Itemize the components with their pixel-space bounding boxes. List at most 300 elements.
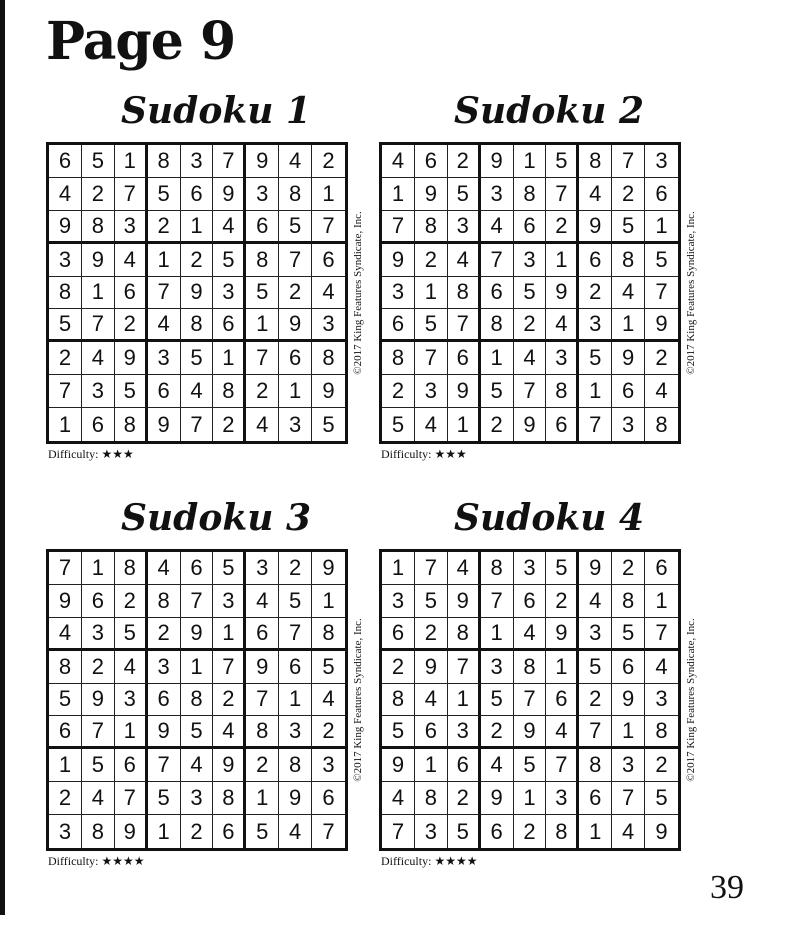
sudoku-cell: 4 (645, 375, 678, 408)
sudoku-cell: 4 (448, 244, 481, 277)
sudoku-cell: 6 (546, 408, 579, 441)
sudoku-cell: 4 (213, 211, 246, 244)
sudoku-cell: 2 (448, 782, 481, 815)
sudoku-cell: 6 (148, 375, 181, 408)
sudoku-cell: 7 (546, 749, 579, 782)
sudoku-cell: 7 (579, 408, 612, 441)
sudoku-cell: 4 (579, 178, 612, 211)
sudoku-cell: 2 (213, 408, 246, 441)
sudoku-cell: 1 (312, 585, 345, 618)
sudoku-cell: 5 (645, 244, 678, 277)
sudoku-cell: 4 (514, 618, 547, 651)
sudoku-cell: 1 (514, 145, 547, 178)
sudoku-cell: 2 (82, 651, 115, 684)
sudoku-cell: 7 (382, 815, 415, 848)
sudoku-cell: 4 (546, 716, 579, 749)
sudoku-cell: 2 (514, 815, 547, 848)
sudoku-cell: 1 (382, 552, 415, 585)
sudoku-cell: 2 (49, 342, 82, 375)
sudoku-cell: 8 (49, 651, 82, 684)
sudoku-cell: 8 (415, 782, 448, 815)
sudoku-cell: 6 (481, 815, 514, 848)
sudoku-cell: 5 (546, 145, 579, 178)
sudoku-cell: 2 (148, 618, 181, 651)
sudoku-cell: 6 (481, 277, 514, 310)
sudoku-cell: 9 (546, 618, 579, 651)
sudoku-cell: 1 (612, 309, 645, 342)
sudoku-cell: 5 (322, 411, 335, 437)
sudoku-cell: 3 (415, 375, 448, 408)
sudoku-cell: 5 (382, 408, 415, 441)
sudoku-cell: 4 (82, 782, 115, 815)
sudoku-cell: 1 (213, 618, 246, 651)
sudoku-cell: 8 (82, 211, 115, 244)
sudoku-cell: 5 (312, 651, 345, 684)
sudoku-cell: 9 (481, 782, 514, 815)
sudoku-cell: 9 (579, 211, 612, 244)
page-left-rule (0, 0, 5, 915)
sudoku-cell: 3 (514, 244, 547, 277)
sudoku-cell: 4 (481, 211, 514, 244)
sudoku-cell: 1 (546, 244, 579, 277)
sudoku-cell: 4 (481, 749, 514, 782)
sudoku-cell: 8 (382, 684, 415, 717)
sudoku-cell: 1 (415, 277, 448, 310)
sudoku-cell: 6 (514, 211, 547, 244)
sudoku-cell: 1 (279, 684, 312, 717)
sudoku-cell: 6 (448, 749, 481, 782)
sudoku-cell: 7 (382, 211, 415, 244)
sudoku-cell: 3 (246, 178, 279, 211)
sudoku-cell: 1 (213, 342, 246, 375)
sudoku-cell: 7 (246, 342, 279, 375)
sudoku-cell: 7 (514, 684, 547, 717)
sudoku-cell: 6 (49, 716, 82, 749)
sudoku-cell: 4 (115, 651, 148, 684)
sudoku-cell: 8 (82, 815, 115, 848)
sudoku-cell: 7 (148, 749, 181, 782)
sudoku-cell: 2 (481, 716, 514, 749)
sudoku-cell: 7 (612, 782, 645, 815)
sudoku-cell: 3 (213, 277, 246, 310)
sudoku-cell: 4 (612, 815, 645, 848)
sudoku-cell: 8 (148, 585, 181, 618)
sudoku-cell: 2 (246, 375, 279, 408)
sudoku-cell: 1 (645, 585, 678, 618)
sudoku-cell: 9 (115, 815, 148, 848)
sudoku-cell: 9 (579, 552, 612, 585)
sudoku-cell: 6 (246, 211, 279, 244)
sudoku-cell: 2 (312, 716, 345, 749)
puzzle-title: Sudoku 4 (453, 497, 645, 539)
sudoku-cell: 1 (579, 815, 612, 848)
sudoku-cell: 3 (115, 684, 148, 717)
sudoku-cell: 7 (213, 145, 246, 178)
sudoku-cell: 7 (645, 277, 678, 310)
sudoku-cell: 3 (382, 277, 415, 310)
sudoku-cell: 4 (82, 342, 115, 375)
sudoku-cell: 4 (181, 749, 214, 782)
sudoku-cell: 4 (514, 342, 547, 375)
sudoku-cell: 2 (279, 552, 312, 585)
sudoku-cell: 7 (322, 818, 335, 844)
sudoku-cell: 7 (481, 585, 514, 618)
sudoku-cell: 1 (312, 178, 345, 211)
sudoku-cell: 4 (546, 309, 579, 342)
sudoku-cell: 8 (312, 618, 345, 651)
sudoku-cell: 8 (213, 375, 246, 408)
sudoku-cell: 2 (645, 749, 678, 782)
sudoku-cell: 2 (382, 651, 415, 684)
sudoku-cell: 2 (579, 277, 612, 310)
sudoku-cell: 8 (645, 716, 678, 749)
sudoku-cell: 4 (49, 178, 82, 211)
sudoku-cell: 2 (181, 244, 214, 277)
sudoku-cell: 3 (279, 716, 312, 749)
sudoku-cell: 5 (148, 178, 181, 211)
sudoku-cell: 6 (579, 244, 612, 277)
sudoku-cell: 1 (481, 618, 514, 651)
copyright-notice: ©2017 King Features Syndicate, Inc. (685, 618, 697, 782)
sudoku-grid (379, 549, 681, 851)
sudoku-cell: 2 (415, 618, 448, 651)
copyright-notice: ©2017 King Features Syndicate, Inc. (352, 211, 364, 375)
sudoku-cell: 7 (49, 552, 82, 585)
sudoku-cell: 6 (181, 552, 214, 585)
sudoku-cell: 1 (181, 651, 214, 684)
sudoku-cell: 1 (546, 651, 579, 684)
sudoku-cell: 2 (181, 815, 214, 848)
sudoku-cell: 6 (514, 585, 547, 618)
sudoku-cell: 4 (415, 684, 448, 717)
sudoku-cell: 5 (579, 342, 612, 375)
sudoku-cell: 6 (181, 178, 214, 211)
sudoku-cell: 9 (246, 145, 279, 178)
sudoku-cell: 8 (655, 411, 668, 437)
sudoku-cell: 1 (82, 277, 115, 310)
sudoku-cell: 6 (115, 277, 148, 310)
sudoku-cell: 7 (645, 618, 678, 651)
sudoku-cell: 9 (213, 178, 246, 211)
sudoku-cell: 4 (645, 651, 678, 684)
sudoku-cell: 5 (612, 211, 645, 244)
sudoku-cell: 2 (514, 309, 547, 342)
sudoku-cell: 6 (213, 815, 246, 848)
sudoku-cell: 5 (612, 618, 645, 651)
sudoku-cell: 1 (115, 145, 148, 178)
sudoku-cell: 3 (148, 651, 181, 684)
sudoku-cell: 6 (312, 782, 345, 815)
sudoku-cell: 3 (481, 178, 514, 211)
sudoku-cell: 6 (82, 408, 115, 441)
sudoku-cell: 6 (612, 651, 645, 684)
sudoku-grid (379, 142, 681, 444)
sudoku-cell: 4 (181, 375, 214, 408)
sudoku-cell: 2 (612, 178, 645, 211)
sudoku-cell: 7 (448, 651, 481, 684)
sudoku-cell: 6 (612, 375, 645, 408)
sudoku-cell: 7 (514, 375, 547, 408)
sudoku-cell: 9 (546, 277, 579, 310)
sudoku-cell: 5 (546, 552, 579, 585)
sudoku-cell: 6 (415, 145, 448, 178)
sudoku-cell: 5 (246, 815, 279, 848)
sudoku-cell: 3 (49, 815, 82, 848)
sudoku-cell: 8 (246, 244, 279, 277)
sudoku-cell: 3 (612, 749, 645, 782)
sudoku-cell: 5 (82, 749, 115, 782)
sudoku-cell: 5 (49, 684, 82, 717)
sudoku-cell: 4 (148, 552, 181, 585)
sudoku-cell: 9 (312, 375, 345, 408)
sudoku-cell: 7 (312, 211, 345, 244)
sudoku-cell: 6 (415, 716, 448, 749)
puzzle-title: Sudoku 1 (120, 90, 312, 132)
sudoku-cell: 4 (246, 408, 279, 441)
sudoku-cell: 9 (481, 145, 514, 178)
sudoku-cell: 2 (645, 342, 678, 375)
sudoku-cell: 8 (546, 375, 579, 408)
sudoku-cell: 4 (312, 277, 345, 310)
sudoku-cell: 4 (213, 716, 246, 749)
sudoku-cell: 9 (49, 585, 82, 618)
difficulty-rating: Difficulty: ★★★★ (381, 854, 478, 868)
sudoku-cell: 7 (82, 716, 115, 749)
sudoku-cell: 7 (82, 309, 115, 342)
sudoku-cell: 2 (612, 552, 645, 585)
sudoku-cell: 3 (312, 749, 345, 782)
sudoku-cell: 3 (279, 408, 312, 441)
sudoku-cell: 9 (612, 342, 645, 375)
sudoku-cell: 1 (514, 782, 547, 815)
sudoku-cell: 3 (645, 684, 678, 717)
sudoku-cell: 5 (115, 618, 148, 651)
sudoku-cell: 9 (645, 309, 678, 342)
sudoku-cell: 2 (415, 244, 448, 277)
sudoku-cell: 6 (279, 342, 312, 375)
sudoku-puzzle-2 (379, 86, 719, 466)
sudoku-cell: 6 (148, 684, 181, 717)
sudoku-cell: 9 (448, 585, 481, 618)
sudoku-cell: 8 (115, 552, 148, 585)
sudoku-cell: 1 (148, 244, 181, 277)
sudoku-cell: 6 (645, 178, 678, 211)
sudoku-cell: 9 (415, 178, 448, 211)
sudoku-cell: 1 (382, 178, 415, 211)
sudoku-cell: 7 (415, 552, 448, 585)
sudoku-cell: 8 (312, 342, 345, 375)
sudoku-cell: 5 (481, 684, 514, 717)
sudoku-cell: 9 (655, 818, 668, 844)
sudoku-cell: 9 (49, 211, 82, 244)
sudoku-cell: 2 (481, 408, 514, 441)
sudoku-cell: 9 (312, 552, 345, 585)
sudoku-cell: 3 (49, 244, 82, 277)
sudoku-cell: 5 (448, 178, 481, 211)
sudoku-cell: 8 (612, 244, 645, 277)
sudoku-cell: 1 (415, 749, 448, 782)
sudoku-cell: 8 (579, 145, 612, 178)
sudoku-cell: 1 (448, 408, 481, 441)
sudoku-cell: 8 (546, 815, 579, 848)
sudoku-cell: 7 (612, 145, 645, 178)
sudoku-cell: 3 (546, 782, 579, 815)
sudoku-cell: 5 (213, 244, 246, 277)
sudoku-cell: 1 (82, 552, 115, 585)
sudoku-cell: 8 (514, 178, 547, 211)
sudoku-cell: 4 (115, 244, 148, 277)
sudoku-cell: 5 (481, 375, 514, 408)
sudoku-cell: 8 (448, 618, 481, 651)
sudoku-cell: 8 (213, 782, 246, 815)
sudoku-cell: 5 (181, 342, 214, 375)
sudoku-cell: 2 (49, 782, 82, 815)
sudoku-cell: 1 (448, 684, 481, 717)
sudoku-cell: 6 (645, 552, 678, 585)
sudoku-cell: 6 (382, 618, 415, 651)
sudoku-cell: 5 (415, 585, 448, 618)
sudoku-cell: 1 (246, 782, 279, 815)
sudoku-cell: 8 (148, 145, 181, 178)
sudoku-cell: 6 (279, 651, 312, 684)
sudoku-cell: 4 (579, 585, 612, 618)
sudoku-cell: 3 (481, 651, 514, 684)
sudoku-cell: 2 (82, 178, 115, 211)
sudoku-cell: 7 (279, 618, 312, 651)
sudoku-cell: 2 (246, 749, 279, 782)
sudoku-cell: 3 (82, 618, 115, 651)
sudoku-cell: 9 (448, 375, 481, 408)
sudoku-cell: 4 (382, 782, 415, 815)
sudoku-cell: 1 (612, 716, 645, 749)
sudoku-cell: 2 (115, 585, 148, 618)
sudoku-cell: 5 (115, 375, 148, 408)
sudoku-cell: 2 (546, 585, 579, 618)
sudoku-cell: 3 (382, 585, 415, 618)
sudoku-cell: 8 (481, 309, 514, 342)
sudoku-cell: 5 (279, 585, 312, 618)
sudoku-cell: 8 (115, 408, 148, 441)
puzzle-title: Sudoku 3 (120, 497, 312, 539)
sudoku-cell: 5 (382, 716, 415, 749)
sudoku-cell: 8 (514, 651, 547, 684)
sudoku-cell: 4 (246, 585, 279, 618)
sudoku-cell: 7 (115, 178, 148, 211)
sudoku-cell: 9 (279, 782, 312, 815)
sudoku-cell: 8 (448, 277, 481, 310)
puzzle-title: Sudoku 2 (453, 90, 645, 132)
sudoku-cell: 3 (645, 145, 678, 178)
copyright-notice: ©2017 King Features Syndicate, Inc. (685, 211, 697, 375)
sudoku-cell: 7 (115, 782, 148, 815)
sudoku-cell: 5 (448, 815, 481, 848)
sudoku-cell: 9 (181, 277, 214, 310)
sudoku-cell: 9 (382, 244, 415, 277)
sudoku-cell: 8 (181, 309, 214, 342)
sudoku-cell: 3 (115, 211, 148, 244)
sudoku-cell: 5 (645, 782, 678, 815)
sudoku-grid (46, 142, 348, 444)
sudoku-cell: 7 (546, 178, 579, 211)
sudoku-cell: 1 (148, 815, 181, 848)
sudoku-cell: 8 (49, 277, 82, 310)
page-title: Page 9 (46, 11, 236, 72)
sudoku-cell: 5 (49, 309, 82, 342)
sudoku-cell: 3 (448, 716, 481, 749)
sudoku-cell: 1 (645, 211, 678, 244)
difficulty-rating: Difficulty: ★★★ (48, 447, 134, 461)
sudoku-cell: 4 (448, 552, 481, 585)
sudoku-cell: 9 (415, 651, 448, 684)
sudoku-cell: 2 (546, 211, 579, 244)
sudoku-cell: 5 (82, 145, 115, 178)
sudoku-cell: 5 (415, 309, 448, 342)
sudoku-cell: 8 (279, 749, 312, 782)
sudoku-cell: 3 (312, 309, 345, 342)
sudoku-cell: 9 (82, 244, 115, 277)
sudoku-cell: 7 (246, 684, 279, 717)
sudoku-cell: 9 (514, 408, 547, 441)
sudoku-cell: 8 (612, 585, 645, 618)
sudoku-cell: 7 (279, 244, 312, 277)
sudoku-puzzle-4 (379, 493, 719, 873)
sudoku-cell: 4 (382, 145, 415, 178)
sudoku-cell: 7 (181, 585, 214, 618)
sudoku-cell: 9 (382, 749, 415, 782)
sudoku-cell: 9 (612, 684, 645, 717)
sudoku-cell: 9 (148, 408, 181, 441)
sudoku-cell: 8 (279, 178, 312, 211)
sudoku-cell: 1 (246, 309, 279, 342)
difficulty-rating: Difficulty: ★★★★ (48, 854, 145, 868)
sudoku-cell: 5 (246, 277, 279, 310)
sudoku-cell: 1 (481, 342, 514, 375)
sudoku-cell: 1 (181, 211, 214, 244)
sudoku-cell: 9 (514, 716, 547, 749)
sudoku-cell: 3 (246, 552, 279, 585)
sudoku-cell: 3 (579, 618, 612, 651)
sudoku-cell: 9 (148, 716, 181, 749)
sudoku-cell: 9 (115, 342, 148, 375)
sudoku-cell: 5 (514, 749, 547, 782)
sudoku-cell: 7 (579, 716, 612, 749)
page-number: 39 (710, 869, 744, 906)
sudoku-cell: 4 (148, 309, 181, 342)
sudoku-cell: 3 (579, 309, 612, 342)
sudoku-cell: 2 (148, 211, 181, 244)
sudoku-cell: 3 (181, 782, 214, 815)
sudoku-cell: 6 (246, 618, 279, 651)
sudoku-cell: 2 (279, 277, 312, 310)
sudoku-cell: 7 (481, 244, 514, 277)
sudoku-cell: 6 (579, 782, 612, 815)
sudoku-cell: 4 (612, 277, 645, 310)
sudoku-cell: 5 (579, 651, 612, 684)
sudoku-cell: 5 (514, 277, 547, 310)
sudoku-cell: 7 (181, 408, 214, 441)
sudoku-cell: 6 (312, 244, 345, 277)
sudoku-cell: 6 (115, 749, 148, 782)
sudoku-cell: 8 (415, 211, 448, 244)
sudoku-cell: 1 (279, 375, 312, 408)
sudoku-cell: 8 (246, 716, 279, 749)
sudoku-cell: 2 (115, 309, 148, 342)
sudoku-cell: 9 (213, 749, 246, 782)
sudoku-cell: 1 (115, 716, 148, 749)
sudoku-cell: 6 (213, 309, 246, 342)
sudoku-cell: 9 (246, 651, 279, 684)
sudoku-cell: 5 (148, 782, 181, 815)
